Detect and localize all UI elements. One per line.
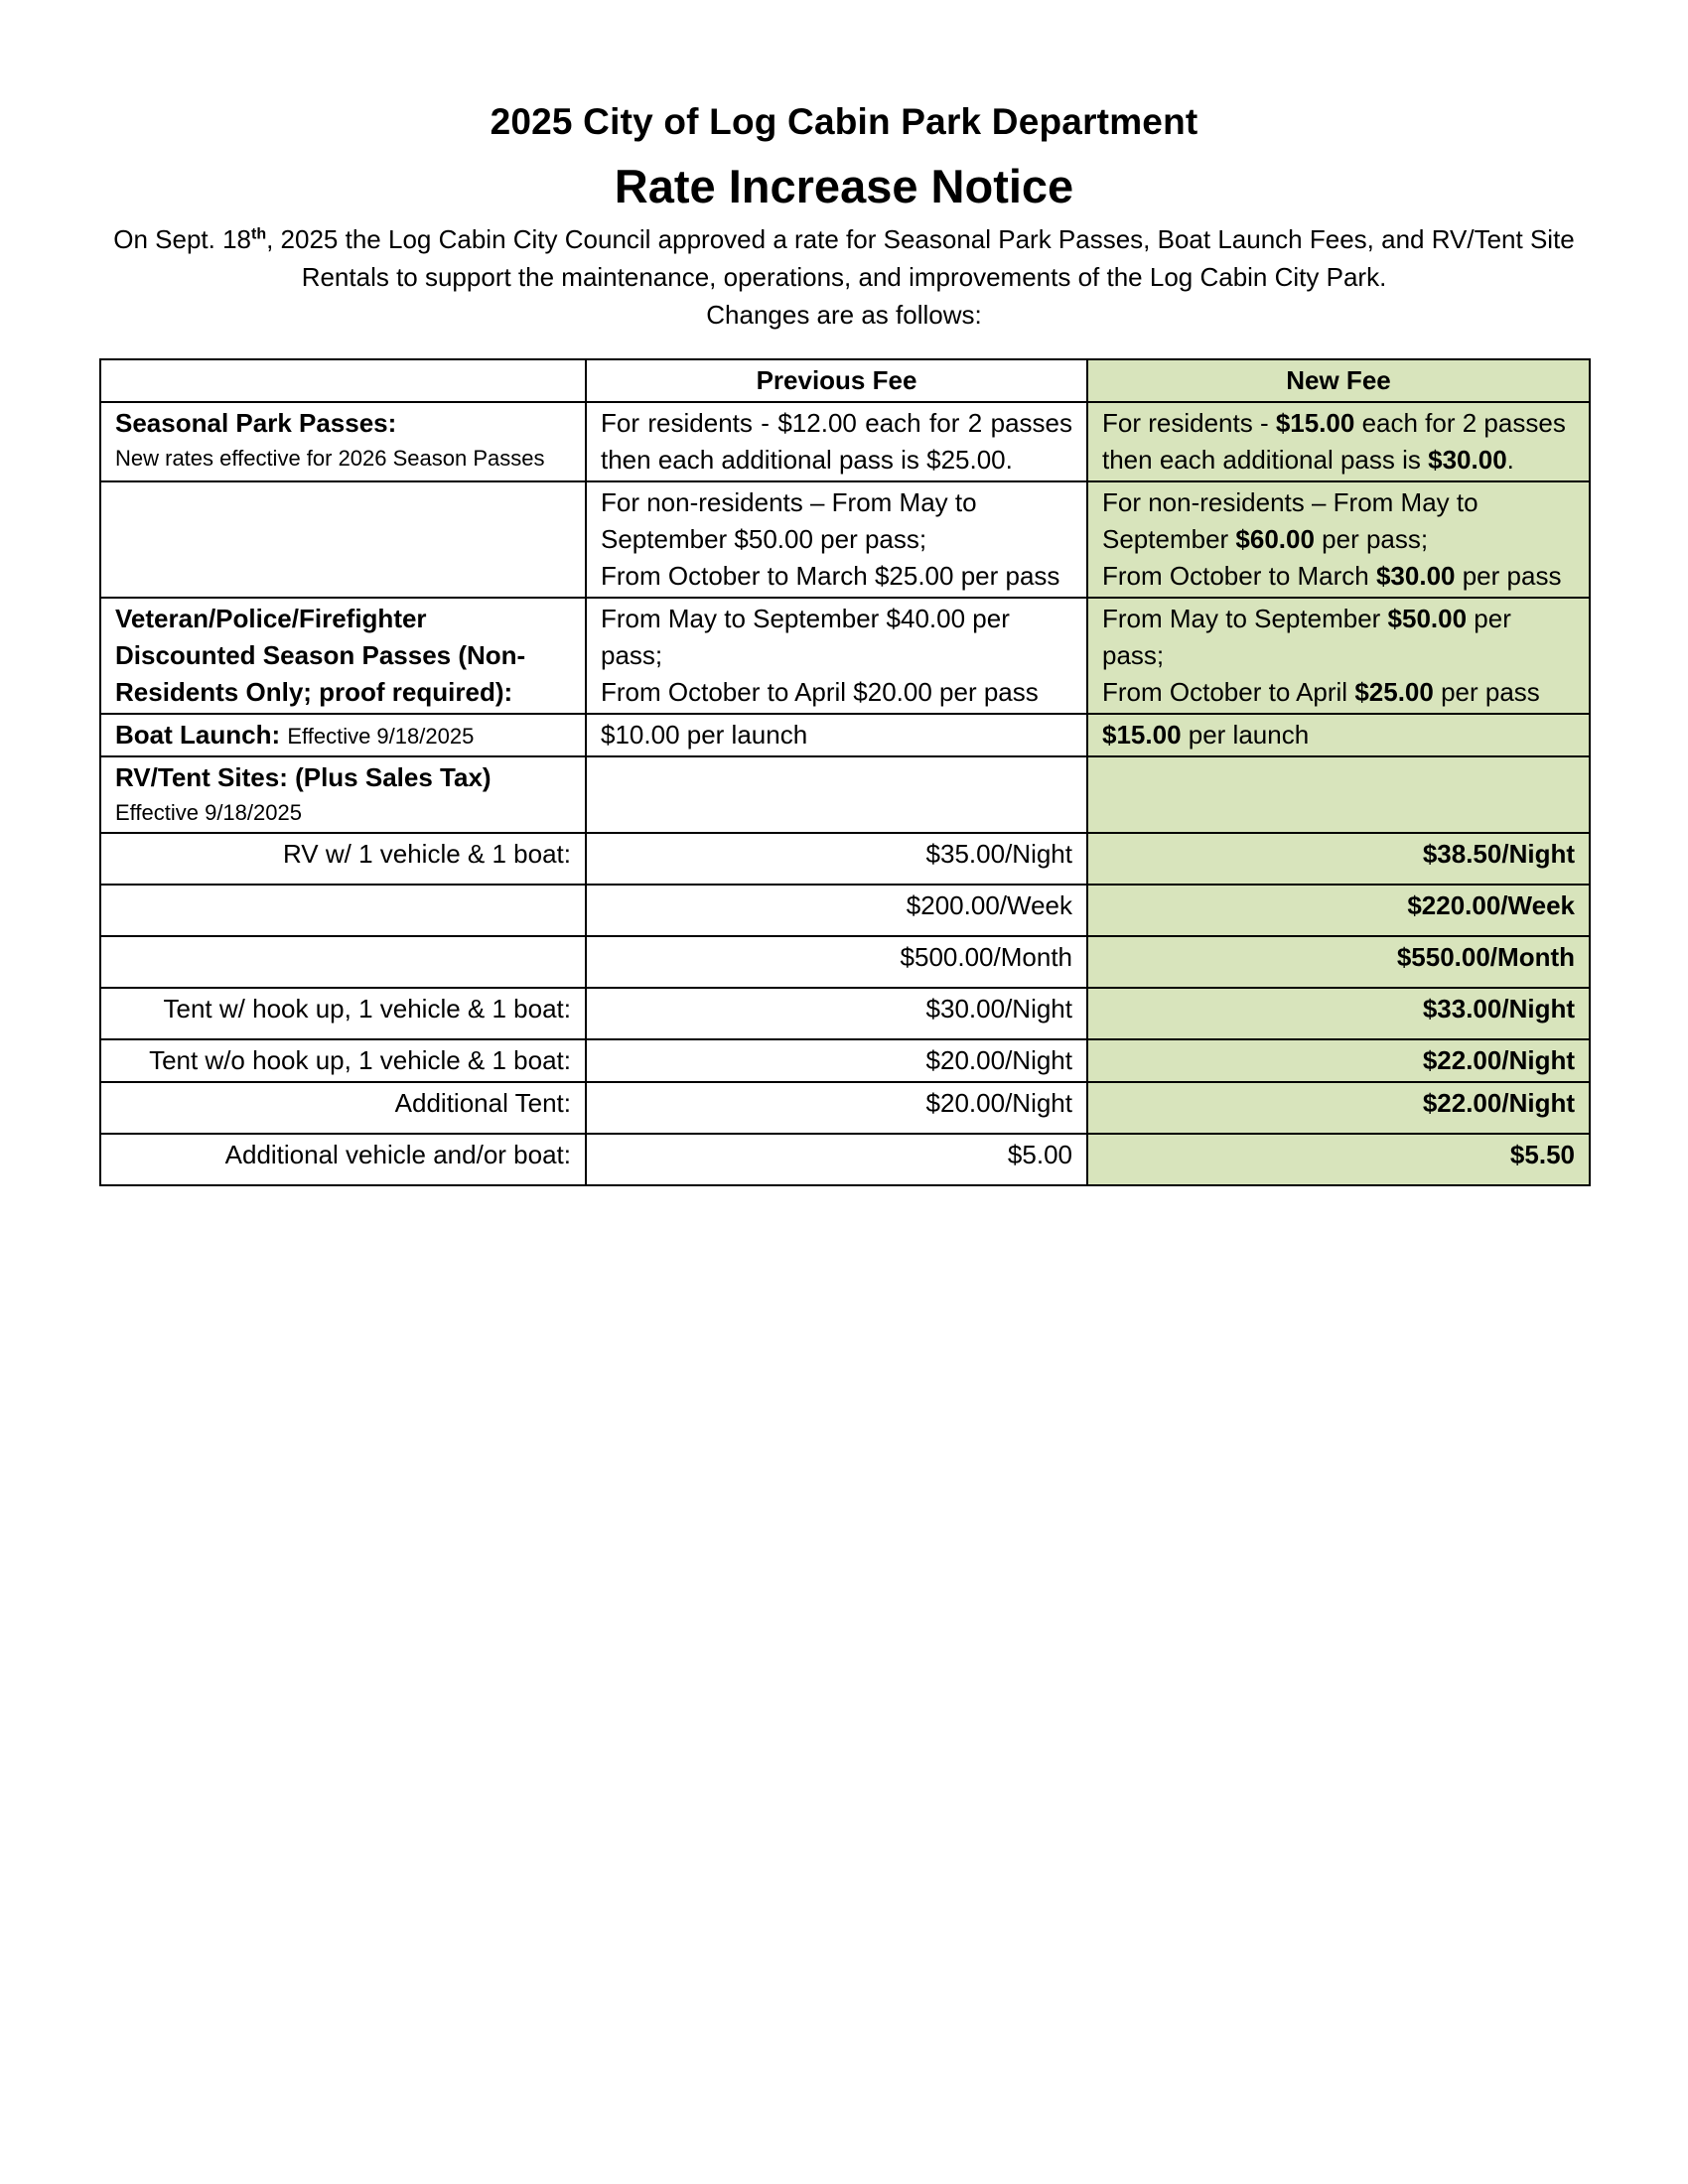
veteran-row	[100, 598, 1590, 714]
veteran-previous: From May to September $40.00 per pass; From October to April $20.00 per pass	[586, 598, 1087, 714]
rv-section-effective: Effective 9/18/2025	[115, 800, 302, 825]
rate-new: $220.00/Week	[1087, 885, 1590, 936]
seasonal-nonresidents-row	[100, 481, 1590, 598]
new-nonresident-summer-rate: $60.00	[1235, 524, 1315, 554]
new-additional-pass-rate: $30.00	[1428, 445, 1507, 475]
rate-previous: $30.00/Night	[586, 988, 1087, 1039]
veteran-label: Veteran/Police/Firefighter Discounted Season Passes (Non-Residents Only; proof required):	[100, 598, 586, 714]
previous-fee-header: Previous Fee	[586, 359, 1087, 402]
rate-new: $5.50	[1087, 1134, 1590, 1185]
table-row	[100, 833, 1590, 885]
intro-date-suffix: th	[251, 225, 267, 243]
intro-changes: Changes are as follows:	[706, 300, 982, 330]
new-nonresident-winter-rate: $30.00	[1375, 561, 1456, 591]
rate-label: Additional vehicle and/or boat:	[100, 1134, 586, 1185]
rate-previous: $500.00/Month	[586, 936, 1087, 988]
rate-new: $22.00/Night	[1087, 1039, 1590, 1082]
boat-launch-row	[100, 714, 1590, 756]
header-empty-cell	[100, 359, 586, 402]
table-row	[100, 1039, 1590, 1082]
seasonal-sublabel: New rates effective for 2026 Season Passes	[115, 446, 545, 471]
fee-table	[99, 358, 1591, 1186]
rate-label: Tent w/o hook up, 1 vehicle & 1 boat:	[100, 1039, 586, 1082]
intro-text-rest: , 2025 the Log Cabin City Council approved a rate for Seasonal Park Passes, Boat Launch Fees, and RV/Tent Site Rentals to support the maintenance, operations, and improvements of the Log Cabin City Park.	[266, 224, 1575, 292]
rate-label	[100, 936, 586, 988]
seasonal-label: Seasonal Park Passes:	[115, 408, 397, 438]
rate-previous: $35.00/Night	[586, 833, 1087, 885]
department-title: 2025 City of Log Cabin Park Department	[490, 101, 1198, 142]
rate-label: Tent w/ hook up, 1 vehicle & 1 boat:	[100, 988, 586, 1039]
seasonal-residents-previous: For residents - $12.00 each for 2 passes then each additional pass is $25.00.	[586, 402, 1087, 481]
table-row	[100, 885, 1590, 936]
rv-section-label-cell	[100, 756, 586, 833]
rv-section-row	[100, 756, 1590, 833]
rate-new: $22.00/Night	[1087, 1082, 1590, 1134]
rv-section-new-empty	[1087, 756, 1590, 833]
seasonal-nonresidents-new: For non-residents – From May to September $60.00 per pass; From October to March $30.00 per pass	[1087, 481, 1590, 598]
rate-previous: $20.00/Night	[586, 1082, 1087, 1134]
seasonal-residents-new: For residents - $15.00 each for 2 passes then each additional pass is $30.00.	[1087, 402, 1590, 481]
boat-launch-effective: Effective 9/18/2025	[287, 724, 475, 749]
table-row	[100, 988, 1590, 1039]
boat-launch-new: $15.00 per launch	[1087, 714, 1590, 756]
rate-label: Additional Tent:	[100, 1082, 586, 1134]
table-row	[100, 936, 1590, 988]
table-header-row	[100, 359, 1590, 402]
seasonal-nonresidents-previous: For non-residents – From May to September $50.00 per pass; From October to March $25.00 per pass	[586, 481, 1087, 598]
nonresidents-empty-cell	[100, 481, 586, 598]
rate-new: $550.00/Month	[1087, 936, 1590, 988]
seasonal-residents-row	[100, 402, 1590, 481]
boat-launch-label-cell	[100, 714, 586, 756]
rate-previous: $20.00/Night	[586, 1039, 1087, 1082]
boat-launch-previous: $10.00 per launch	[586, 714, 1087, 756]
new-fee-header: New Fee	[1087, 359, 1590, 402]
rate-new: $33.00/Night	[1087, 988, 1590, 1039]
notice-title: Rate Increase Notice	[614, 160, 1074, 212]
rate-previous: $200.00/Week	[586, 885, 1087, 936]
boat-launch-label: Boat Launch:	[115, 720, 281, 750]
table-row	[100, 1082, 1590, 1134]
new-veteran-summer-rate: $50.00	[1387, 604, 1468, 633]
rate-new: $38.50/Night	[1087, 833, 1590, 885]
intro-paragraph	[99, 220, 1589, 334]
table-row	[100, 1134, 1590, 1185]
veteran-new: From May to September $50.00 per pass; From October to April $25.00 per pass	[1087, 598, 1590, 714]
rate-label	[100, 885, 586, 936]
new-resident-rate: $15.00	[1275, 408, 1355, 438]
new-veteran-winter-rate: $25.00	[1354, 677, 1434, 707]
intro-text-start: On Sept. 18	[113, 224, 251, 254]
seasonal-label-cell	[100, 402, 586, 481]
rv-section-label: RV/Tent Sites: (Plus Sales Tax)	[115, 762, 492, 792]
rate-previous: $5.00	[586, 1134, 1087, 1185]
rate-label: RV w/ 1 vehicle & 1 boat:	[100, 833, 586, 885]
rv-section-previous-empty	[586, 756, 1087, 833]
